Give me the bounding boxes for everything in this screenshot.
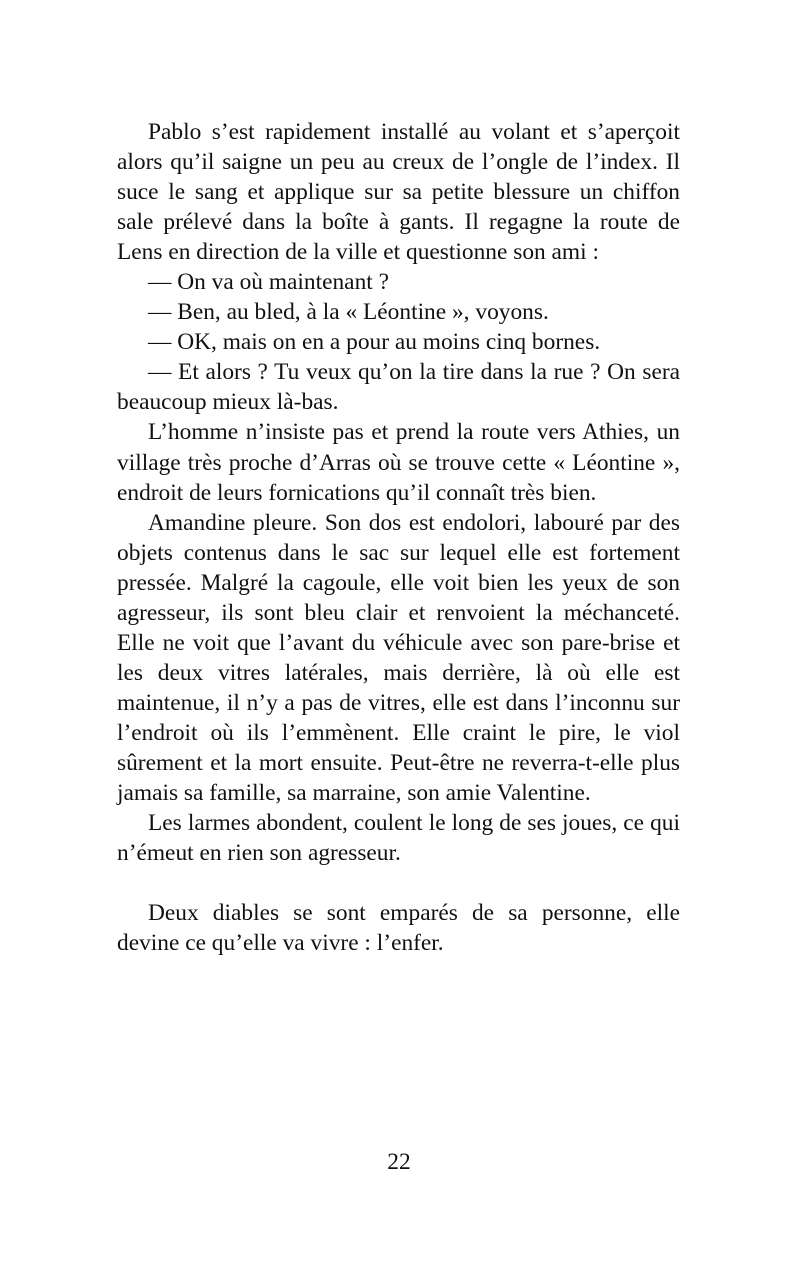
paragraph: L’homme n’insiste pas et prend la route vers Athies, un village très proche d’Arras où se trouve cette « Léontine », endroit de leurs fornications qu’il connaît très bien. [117, 419, 680, 506]
dialogue-line: — Et alors ? Tu veux qu’on la tire dans la rue ? On sera beaucoup mieux là-bas. [117, 359, 680, 416]
dialogue-line: — Ben, au bled, à la « Léontine », voyons. [148, 299, 549, 326]
dialogue-line: — OK, mais on en a pour au moins cinq bornes. [148, 329, 601, 356]
paragraph: Amandine pleure. Son dos est endolori, labouré par des objets contenus dans le sac sur lequel elle est fortement pressée. Malgré la cagoule, elle voit bien les yeux de son agresseur, ils sont bleu clair et renvoient la méchanceté. Elle ne voit que l’avant du véhicule avec son pare-brise et les deux vitres latérales, mais derrière, là où elle est maintenue, il n’y a pas de vitres, elle est dans l’inconnu sur l’endroit où ils l’emmènent. Elle craint le pire, le viol sûrement et la mort ensuite. Peut-être ne reverra-t-elle plus jamais sa famille, sa marraine, son amie Valentine. [117, 509, 680, 807]
body-text [117, 117, 680, 958]
paragraph: Pablo s’est rapidement installé au volant et s’aperçoit alors qu’il saigne un peu au creux de l’ongle de l’index. Il suce le sang et applique sur sa petite blessure un chiffon sale prélevé dans la boîte à gants. Il regagne la route de Lens en direction de la ville et questionne son ami : [117, 119, 680, 266]
page-number: 22 [387, 1149, 411, 1175]
dialogue-line: — On va où maintenant ? [148, 269, 389, 296]
paragraph: Deux diables se sont emparés de sa personne, elle devine ce qu’elle va vivre : l’enfer. [117, 900, 680, 957]
paragraph: Les larmes abondent, coulent le long de ses joues, ce qui n’émeut en rien son agresseur. [117, 810, 680, 867]
